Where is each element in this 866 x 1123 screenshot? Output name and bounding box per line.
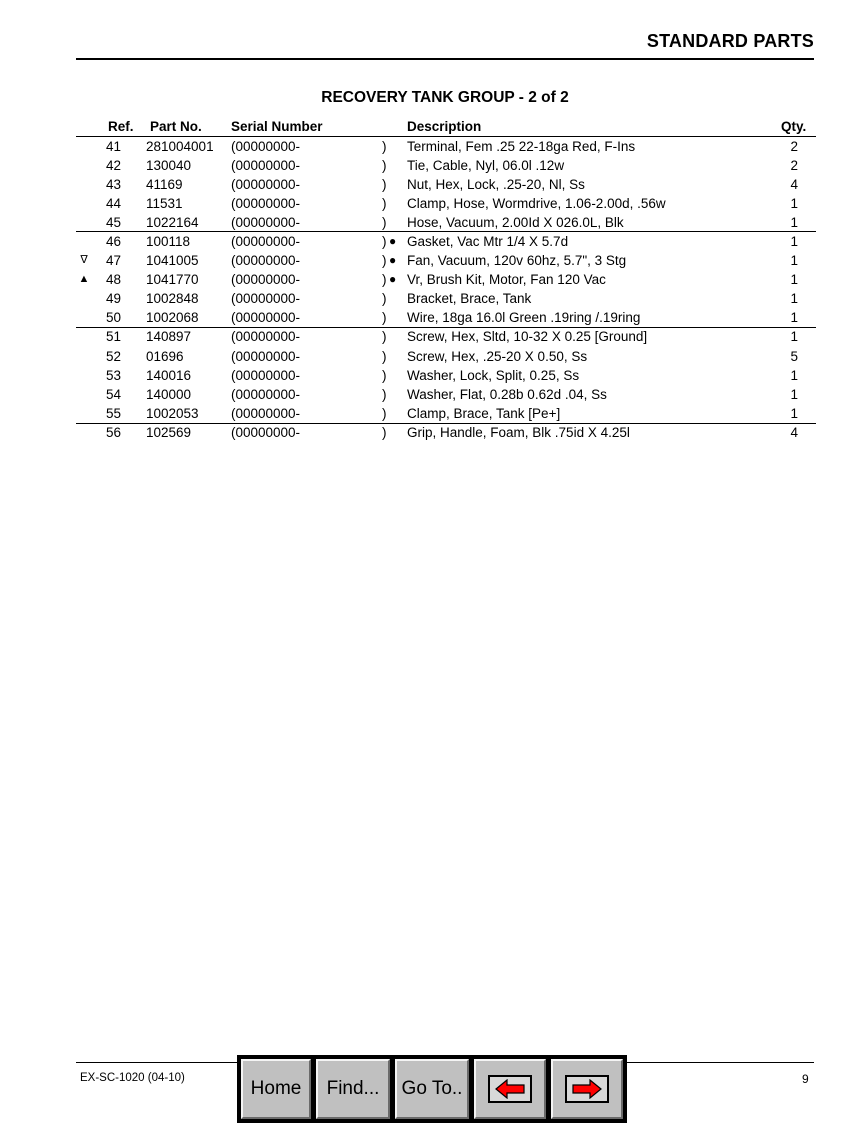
- ref-number: 45: [106, 215, 122, 231]
- quantity: 4: [790, 424, 798, 440]
- part-description: Tie, Cable, Nyl, 06.0l .12w: [407, 158, 565, 174]
- ref-number: 47: [106, 253, 122, 269]
- part-description: Nut, Hex, Lock, .25-20, Nl, Ss: [407, 177, 585, 193]
- part-number: 140000: [146, 386, 192, 402]
- quantity: 1: [790, 405, 798, 421]
- table-row: [0, 270, 866, 289]
- serial-close: ): [382, 367, 387, 383]
- serial-number: (00000000-: [231, 310, 301, 326]
- home-button[interactable]: Home: [241, 1059, 311, 1119]
- part-number: 100118: [146, 234, 191, 250]
- part-number: 140897: [146, 329, 192, 345]
- row-marker: ∇: [80, 254, 88, 267]
- part-number: 1022164: [146, 215, 199, 231]
- serial-number: (00000000-: [231, 139, 301, 154]
- table-row: [0, 251, 866, 270]
- part-description: Clamp, Brace, Tank [Pe+]: [407, 405, 561, 421]
- section-title: STANDARD PARTS: [646, 31, 814, 51]
- serial-number: (00000000-: [231, 272, 301, 288]
- serial-number: (00000000-: [231, 405, 301, 421]
- ref-number: 41: [106, 139, 122, 154]
- group-title: RECOVERY TANK GROUP - 2 of 2: [321, 89, 569, 106]
- quantity: 1: [790, 253, 798, 269]
- part-number: 1002053: [146, 405, 199, 421]
- serial-close: ): [382, 272, 387, 288]
- quantity: 1: [790, 272, 798, 288]
- goto-button[interactable]: Go To..: [395, 1059, 469, 1119]
- part-number: 01696: [146, 348, 184, 364]
- part-number: 140016: [146, 367, 192, 383]
- serial-number: (00000000-: [231, 367, 301, 383]
- arrow-right-icon: [571, 1079, 603, 1099]
- bullet-marker: ●: [389, 253, 397, 268]
- serial-close: ): [382, 310, 387, 326]
- part-number: 102569: [146, 424, 192, 440]
- part-number: 11531: [146, 196, 183, 212]
- serial-close: ): [382, 139, 387, 154]
- part-number: 1002848: [146, 291, 199, 307]
- part-number: 1002068: [146, 310, 199, 326]
- table-row: [0, 232, 866, 251]
- document-code: EX-SC-1020 (04-10): [80, 1072, 185, 1084]
- serial-close: ): [382, 177, 387, 193]
- serial-close: ): [382, 196, 387, 212]
- serial-number: (00000000-: [231, 386, 301, 402]
- footer-rule-right: [626, 1062, 814, 1063]
- part-number: 41169: [146, 177, 183, 193]
- table-row: [0, 137, 866, 156]
- serial-number: (00000000-: [231, 196, 301, 212]
- table-row: [0, 327, 866, 346]
- next-page-button[interactable]: [551, 1059, 623, 1119]
- serial-number: (00000000-: [231, 234, 301, 250]
- column-header-ref: Ref.: [108, 119, 134, 134]
- part-description: Hose, Vacuum, 2.00Id X 026.0L, Blk: [407, 215, 624, 231]
- column-header-qty: Qty.: [781, 119, 807, 134]
- ref-number: 50: [106, 310, 122, 326]
- ref-number: 44: [106, 196, 122, 212]
- part-description: Fan, Vacuum, 120v 60hz, 5.7", 3 Stg: [407, 253, 627, 269]
- part-description: Washer, Lock, Split, 0.25, Ss: [407, 367, 580, 383]
- part-number: 130040: [146, 158, 192, 174]
- part-description: Screw, Hex, Sltd, 10-32 X 0.25 [Ground]: [407, 329, 648, 345]
- part-description: Terminal, Fem .25 22-18ga Red, F-Ins: [407, 139, 636, 154]
- next-arrow-frame: [565, 1075, 609, 1103]
- table-row: [0, 213, 866, 232]
- quantity: 1: [790, 386, 798, 402]
- part-number: 281004001: [146, 139, 214, 154]
- quantity: 1: [790, 234, 798, 250]
- table-row: [0, 194, 866, 213]
- table-row: [0, 423, 866, 442]
- serial-number: (00000000-: [231, 291, 301, 307]
- quantity: 2: [790, 139, 798, 154]
- serial-number: (00000000-: [231, 424, 301, 440]
- table-row: [0, 366, 866, 385]
- ref-number: 52: [106, 348, 122, 364]
- ref-number: 56: [106, 424, 122, 440]
- column-header-serial: Serial Number: [231, 119, 323, 134]
- table-row: [0, 175, 866, 194]
- bullet-marker: ●: [389, 234, 397, 249]
- ref-number: 51: [106, 329, 122, 345]
- serial-number: (00000000-: [231, 253, 301, 269]
- part-description: Gasket, Vac Mtr 1/4 X 5.7d: [407, 234, 569, 250]
- ref-number: 49: [106, 291, 122, 307]
- serial-number: (00000000-: [231, 158, 301, 174]
- serial-number: (00000000-: [231, 348, 301, 364]
- ref-number: 53: [106, 367, 122, 383]
- previous-arrow-frame: [488, 1075, 532, 1103]
- part-description: Vr, Brush Kit, Motor, Fan 120 Vac: [407, 272, 606, 288]
- table-row: [0, 347, 866, 366]
- quantity: 1: [790, 329, 798, 345]
- ref-number: 46: [106, 234, 122, 250]
- ref-number: 43: [106, 177, 122, 193]
- serial-close: ): [382, 215, 387, 231]
- table-row: [0, 308, 866, 327]
- part-description: Bracket, Brace, Tank: [407, 291, 532, 307]
- column-header-description: Description: [407, 119, 482, 134]
- part-description: Screw, Hex, .25-20 X 0.50, Ss: [407, 348, 588, 364]
- serial-close: ): [382, 291, 387, 307]
- ref-number: 54: [106, 386, 122, 402]
- table-row: [0, 385, 866, 404]
- table-row: [0, 289, 866, 308]
- serial-close: ): [382, 234, 387, 250]
- quantity: 2: [790, 158, 798, 174]
- serial-close: ): [382, 348, 387, 364]
- quantity: 1: [790, 291, 798, 307]
- serial-close: ): [382, 329, 387, 345]
- serial-number: (00000000-: [231, 329, 301, 345]
- footer-rule-left: [76, 1062, 239, 1063]
- ref-number: 55: [106, 405, 122, 421]
- part-description: Clamp, Hose, Wormdrive, 1.06-2.00d, .56w: [407, 196, 666, 212]
- part-description: Wire, 18ga 16.0l Green .19ring /.19ring: [407, 310, 641, 326]
- quantity: 1: [790, 196, 798, 212]
- part-description: Washer, Flat, 0.28b 0.62d .04, Ss: [407, 386, 607, 402]
- parts-table: [0, 137, 866, 442]
- serial-close: ): [382, 386, 387, 402]
- page-number: 9: [802, 1072, 809, 1086]
- serial-close: ): [382, 405, 387, 421]
- bullet-marker: ●: [389, 272, 397, 287]
- navigation-bar: [237, 1055, 627, 1123]
- arrow-left-icon: [494, 1079, 526, 1099]
- serial-close: ): [382, 424, 387, 440]
- serial-number: (00000000-: [231, 215, 301, 231]
- row-marker: ▲: [78, 273, 90, 286]
- column-header-part-no: Part No.: [150, 119, 202, 134]
- header-rule: [76, 58, 814, 60]
- quantity: 5: [790, 348, 798, 364]
- quantity: 1: [790, 367, 798, 383]
- table-row: [0, 404, 866, 423]
- quantity: 1: [790, 215, 798, 231]
- part-description: Grip, Handle, Foam, Blk .75id X 4.25l: [407, 424, 630, 440]
- part-number: 1041005: [146, 253, 199, 269]
- serial-close: ): [382, 253, 387, 269]
- quantity: 1: [790, 310, 798, 326]
- ref-number: 42: [106, 158, 122, 174]
- previous-page-button[interactable]: [474, 1059, 546, 1119]
- table-row: [0, 156, 866, 175]
- part-number: 1041770: [146, 272, 199, 288]
- ref-number: 48: [106, 272, 122, 288]
- find-button[interactable]: Find...: [316, 1059, 390, 1119]
- quantity: 4: [790, 177, 798, 193]
- serial-number: (00000000-: [231, 177, 301, 193]
- serial-close: ): [382, 158, 387, 174]
